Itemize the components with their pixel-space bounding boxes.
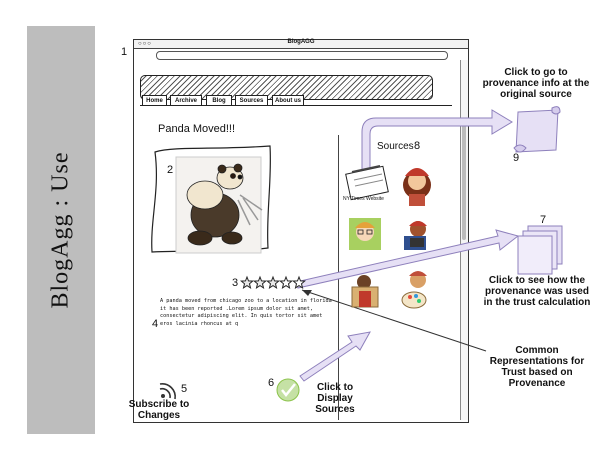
window-controls-icon[interactable]: ○○○ <box>138 41 152 47</box>
subscribe-to-changes-link[interactable]: Subscribe to Changes <box>128 399 190 421</box>
provenance-arrow <box>362 110 512 180</box>
rss-icon <box>160 384 175 399</box>
source-geek-avatar-icon <box>349 218 381 250</box>
common-reps-pointer <box>302 290 486 351</box>
label-number-2: 2 <box>167 164 174 176</box>
label-number-9: 9 <box>513 152 520 164</box>
label-number-1: 1 <box>121 46 128 58</box>
source-nytimes-icon <box>346 166 389 200</box>
label-number-4: 4 <box>152 318 159 330</box>
callout-common-representations: Common Representations for Trust based on Provenance <box>489 345 585 389</box>
callout-trust-calculation: Click to see how the provenance was used in the trust calculation <box>483 275 591 308</box>
post-body: A panda moved from chicago zoo to a location in florida it has been reported .Lorem ipsum dolor sit amet, consectetur adipiscing elit. In quis tortor sit amet eros lacinia rhoncus at q <box>160 298 332 327</box>
post-title: Panda Moved!!! <box>158 123 236 135</box>
tab-about-us[interactable]: About us <box>272 95 304 106</box>
rating-star-icon[interactable] <box>267 277 278 288</box>
display-sources-button[interactable]: Click to Display Sources <box>315 382 355 415</box>
nytimes-caption: NY Times Website <box>343 196 384 202</box>
label-number-5: 5 <box>181 383 188 395</box>
sidebar-title: BlogAgg : Use <box>47 151 74 309</box>
tab-sources[interactable]: Sources <box>235 95 268 106</box>
tab-blog[interactable]: Blog <box>206 95 232 106</box>
provenance-scroll-icon <box>514 107 560 152</box>
label-number-7: 7 <box>540 214 547 226</box>
source-photographer-avatar-icon <box>404 221 427 250</box>
rating-stars <box>241 277 304 288</box>
source-woman-avatar-icon <box>403 168 431 206</box>
rating-star-icon[interactable] <box>241 277 252 288</box>
label-number-8: 8 <box>414 140 421 152</box>
label-number-6: 6 <box>268 377 275 389</box>
source-painter-avatar-icon <box>402 271 427 308</box>
callout-provenance-info: Click to go to provenance info at the original source <box>482 67 590 100</box>
tab-home[interactable]: Home <box>142 95 167 106</box>
rating-star-icon[interactable] <box>254 277 265 288</box>
tab-archive[interactable]: Archive <box>170 95 202 106</box>
source-reader-avatar-icon <box>352 275 378 307</box>
trust-pages-icon <box>518 226 562 274</box>
check-circle-icon <box>277 379 299 401</box>
label-number-3: 3 <box>232 277 239 289</box>
display-sources-arrow <box>300 332 370 381</box>
window-title: BlogAGG <box>287 39 315 45</box>
rating-star-icon[interactable] <box>280 277 291 288</box>
sources-title: Sources <box>377 141 414 152</box>
